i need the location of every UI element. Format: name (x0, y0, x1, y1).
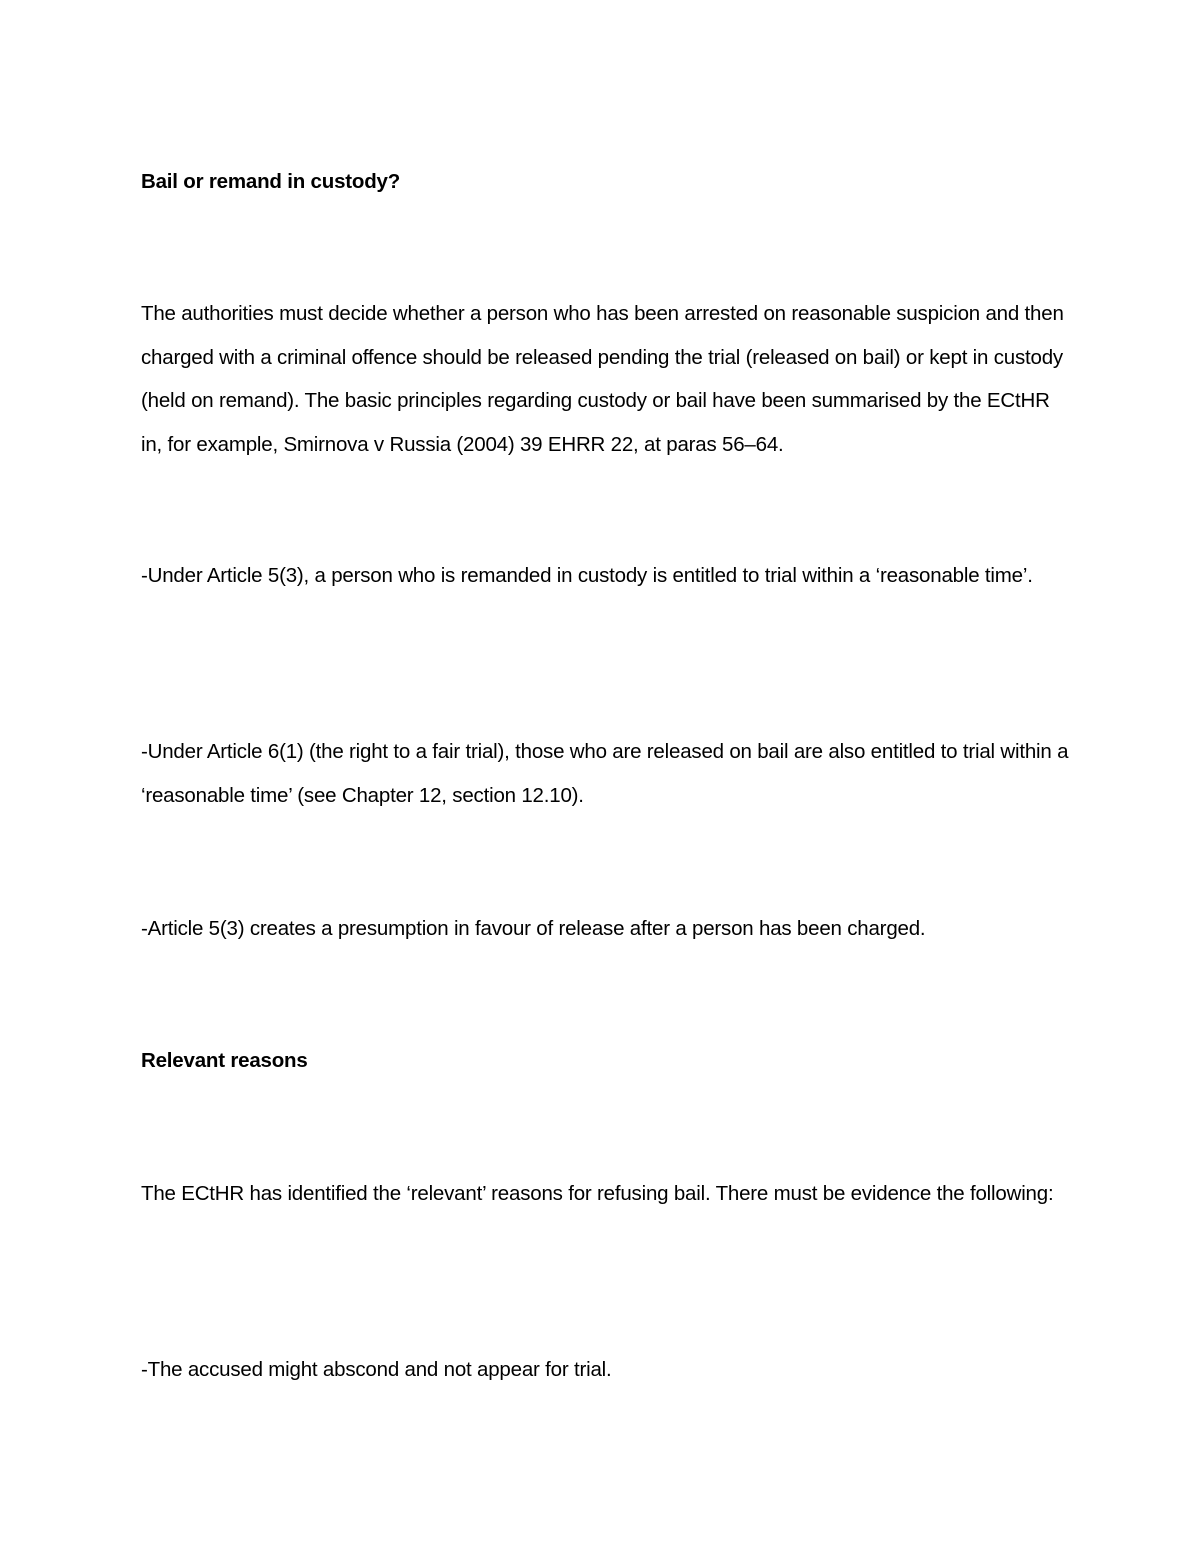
list-item-article-6-1-bail: -Under Article 6(1) (the right to a fair trial), those who are released on bail are also entitled to trial within a ‘reasonable time’ (see Chapter 12, section 12.10). (141, 740, 1069, 807)
list-item-article-5-3-remand: -Under Article 5(3), a person who is remanded in custody is entitled to trial within a ‘reasonable time’. (141, 564, 1033, 587)
intro-paragraph: The authorities must decide whether a person who has been arrested on reasonable suspicion and then charged with a criminal offence should be released pending the trial (released on bail) or kept in custody (held on remand). The basic principles regarding custody or bail have been summarised by the ECtHR in, for example, Smirnova v Russia (2004) 39 EHRR 22, at paras 56–64. (141, 302, 1064, 456)
relevant-reasons-paragraph: The ECtHR has identified the ‘relevant’ reasons for refusing bail. There must be evidence the following: (141, 1182, 1054, 1205)
section-heading-bail-or-remand: Bail or remand in custody? (141, 170, 401, 193)
list-item-abscond: -The accused might abscond and not appear for trial. (141, 1358, 612, 1381)
list-item-article-5-3-presumption: -Article 5(3) creates a presumption in favour of release after a person has been charged. (141, 917, 926, 940)
section-heading-relevant-reasons: Relevant reasons (141, 1049, 308, 1072)
